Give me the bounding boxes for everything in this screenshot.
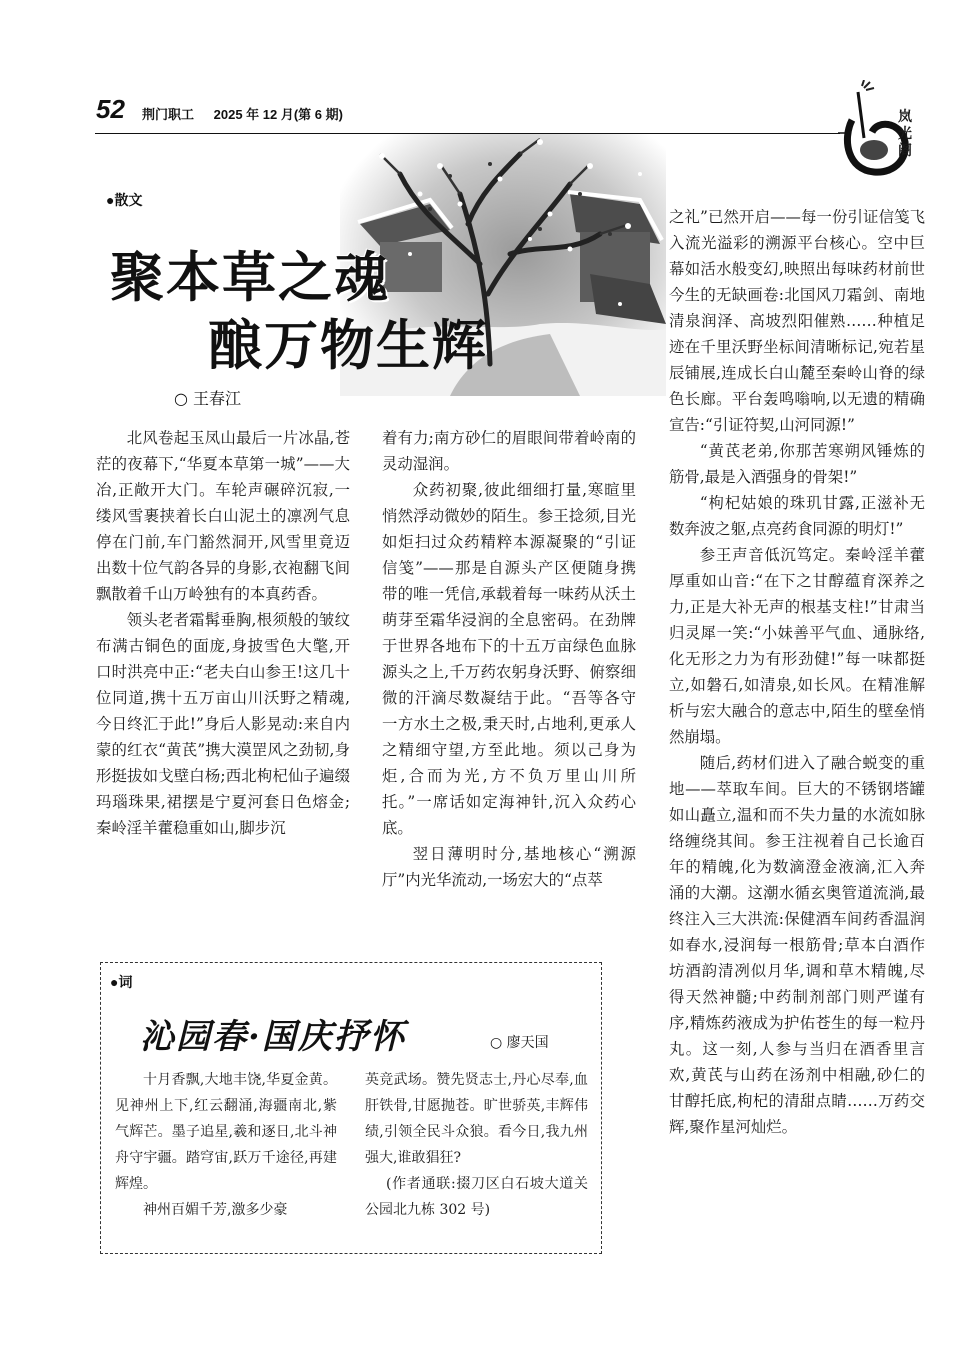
ci-title: 沁园春·国庆抒怀 [140,1017,406,1057]
essay-column-3 [669,204,925,1140]
issue-date: 2025 年 12 月(第 6 期) [213,107,343,122]
paragraph: “枸杞姑娘的珠玑甘露,正滋补无数奔波之躯,点亮药食同源的明灯!” [669,494,925,538]
essay-section-label: ●散文 [106,192,143,208]
paragraph: 英竞武场。赞先贤志士,丹心尽奉,血肝铁骨,甘愿抛苍。旷世骄英,丰辉伟绩,引领全民斗众狼。看今日,我九州强大,谁敢猖狂? [365,1072,588,1166]
paragraph: 之礼”已然开启——每一份引证信笺飞入流光溢彩的溯源平台核心。空中巨幕如活水般变幻,映照出每味药材前世今生的无缺画卷:北国风刀霜剑、南地清泉润泽、高坡烈阳催熟……种植足迹在千里沃野坐标间清晰标记,宛若星辰铺展,连成长白山麓至秦岭山脊的绿色长廊。平台轰鸣嗡响,以无遗的精确宣告:“引证符契,山河同源!” [669,208,925,434]
essay-title-line-2: 酿万物生辉 [208,313,488,377]
column-logo-ink-icon [838,80,930,176]
author-contact-note: (作者通联:掇刀区白石坡大道关公园北九栋 302 号) [365,1176,588,1218]
running-header [142,104,359,123]
ci-section-label: ●词 [110,974,133,990]
paragraph: 参王声音低沉笃定。秦岭淫羊藿厚重如山音:“在下之甘醇蕴育深养之力,正是大补无声的根基支柱!”甘肃当归灵犀一笑:“小妹善平气血、通脉络,化无形之力为有形劲健!”每一味都挺立,如磐石,如清泉,如长风。在精准解析与宏大融合的意志中,陌生的壁垒悄然崩塌。 [669,546,925,746]
column-logo-text: 岚光阁 [898,108,912,158]
essay-author: ○ 王春江 [174,389,242,408]
essay-title-line-1: 聚本草之魂 [110,245,390,309]
ci-author: ○ 廖天国 [490,1035,549,1051]
paragraph: “黄芪老弟,你那苦寒朔风锤炼的筋骨,最是入酒强身的骨架!” [669,442,925,486]
paragraph: 众药初聚,彼此细细打量,寒暄里悄然浮动微妙的陌生。参王捻须,目光如炬扫过众药精粹本源凝聚的“引证信笺”——那是自源头产区便随身携带的唯一凭信,承载着每一味药从沃土萌芽至霜华浸润的全息密码。在劲牌于世界各地布下的十五万亩绿色血脉源头之上,千万药农躬身沃野、俯察细微的汗滴尽数凝结于此。“吾等各守一方水土之极,秉天时,占地利,更承人之精细守望,方至此地。须以己身为炬,合而为光,方不负万里山川所托。”一席话如定海神针,沉入众药心底。 [382,481,636,837]
paragraph: 着有力;南方砂仁的眉眼间带着岭南的灵动湿润。 [382,429,636,473]
paragraph: 翌日薄明时分,基地核心“溯源厅”内光华流动,一场宏大的“点萃 [382,845,636,889]
page-number: 52 [96,94,125,124]
magazine-name: 荆门职工 [142,107,195,122]
paragraph: 神州百媚千芳,激多少豪 [143,1202,288,1218]
paragraph: 北风卷起玉凤山最后一片冰晶,苍茫的夜幕下,“华夏本草第一城”——大冶,正敞开大门。车轮声碾碎沉寂,一缕风雪裹挟着长白山泥土的凛冽气息停在门前,车门豁然洞开,风雪里竟迈出数十位气韵各异的身影,衣袍翻飞间飘散着千山万岭独有的本真药香。 [96,429,350,603]
ci-column-1 [115,1067,337,1223]
paragraph: 十月香飘,大地丰饶,华夏金黄。见神州上下,红云翻涌,海疆南北,紫气辉芒。墨子追星,羲和逐日,北斗神舟守宇疆。踏穹宙,跃万千途径,再建辉煌。 [115,1072,337,1192]
essay-column-2 [382,425,636,893]
ci-column-2 [365,1067,588,1223]
paragraph: 随后,药材们进入了融合蜕变的重地——萃取车间。巨大的不锈钢塔罐如山矗立,温和而不失力量的水流如脉络缠绕其间。参王注视着自己长逾百年的精魄,化为数滴澄金液滴,汇入奔涌的大潮。这潮水循玄奥管道流淌,最终注入三大洪流:保健酒车间药香温润如春水,浸润每一根筋骨;草本白酒作坊酒韵清冽似月华,调和草木精魄,尽得天然神髓;中药制剂部门则严谨有序,精炼药液成为护佑苍生的每一粒丹丸。这一刻,人参与当归在酒香里言欢,黄芪与山药在汤剂中相融,砂仁的甘醇托底,枸杞的清甜点睛……万药交辉,聚作星河灿烂。 [669,754,925,1136]
essay-column-1 [96,425,350,841]
paragraph: 领头老者霜髯垂胸,根须般的皱纹布满古铜色的面庞,身披雪色大氅,开口时洪亮中正:“老夫白山参王!这几十位同道,携十五万亩山川沃野之精魂,今日终汇于此!”身后人影晃动:来自内蒙的红衣“黄芪”携大漠罡风之劲韧,身形挺拔如戈壁白杨;西北枸杞仙子遍缀玛瑙珠果,裙摆是宁夏河套日色熔金;秦岭淫羊藿稳重如山,脚步沉 [96,611,350,837]
